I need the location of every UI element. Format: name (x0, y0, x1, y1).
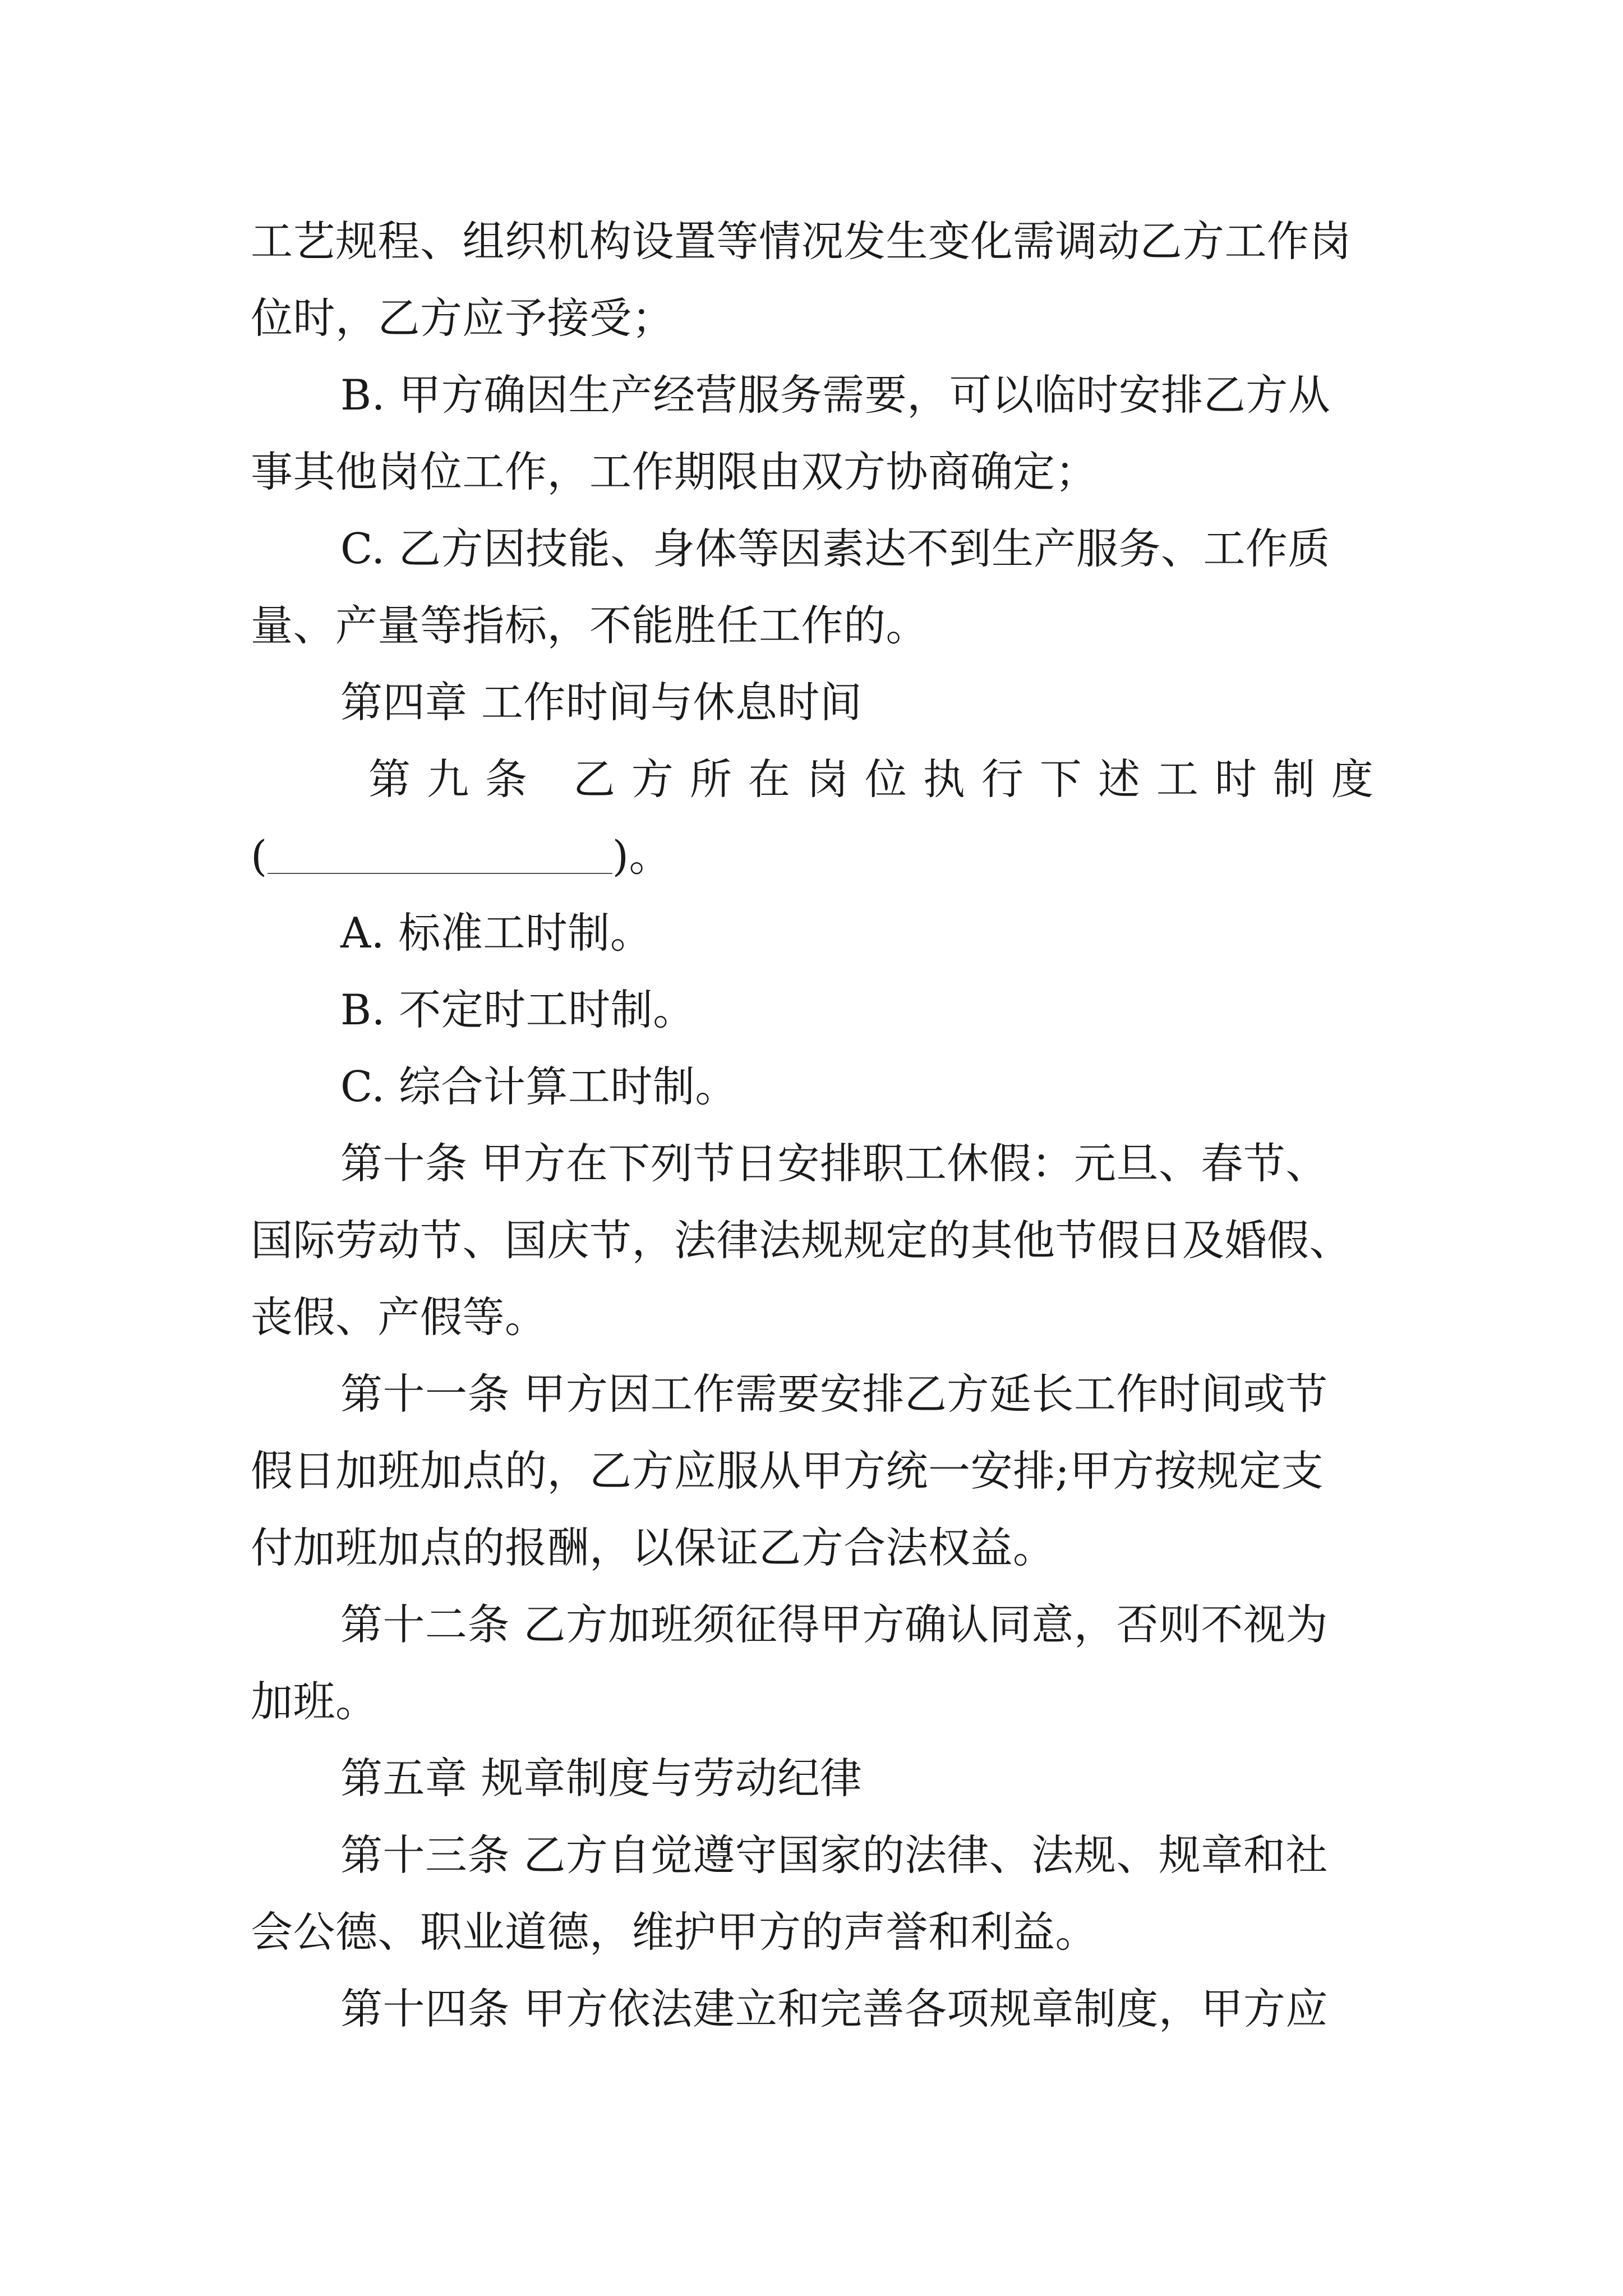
text-line: 国际劳动节、国庆节，法律法规规定的其他节假日及婚假、 (251, 1216, 1352, 1265)
option-item: B. 不定时工时制。 (340, 985, 695, 1034)
text-line: 第十条 甲方在下列节日安排职工休假：元旦、春节、 (340, 1139, 1328, 1188)
option-item: C. 综合计算工时制。 (340, 1062, 737, 1111)
chapter-heading: 第五章 规章制度与劳动纪律 (340, 1754, 863, 1803)
text-line: 第十三条 乙方自觉遵守国家的法律、法规、规章和社 (340, 1830, 1328, 1880)
text-line: 会公德、职业道德，维护甲方的声誉和利益。 (251, 1907, 1098, 1957)
text-line: 第十二条 乙方加班须征得甲方确认同意，否则不视为 (340, 1600, 1328, 1649)
text-line: 丧假、产假等。 (251, 1292, 547, 1342)
text-line: C. 乙方因技能、身体等因素达不到生产服务、工作质 (340, 524, 1330, 573)
text-line: B. 甲方确因生产经营服务需要，可以临时安排乙方从 (340, 370, 1331, 420)
chapter-heading: 第四章 工作时间与休息时间 (340, 678, 863, 727)
blank-close-paren: )。 (612, 831, 672, 881)
text-line: 第九条 乙方所在岗位执行下述工时制度 (368, 754, 1390, 804)
text-line: 假日加班加点的，乙方应服从甲方统一安排;甲方按规定支 (251, 1446, 1324, 1496)
fill-in-blank-line (251, 831, 672, 881)
text-line: 位时，乙方应予接受； (251, 293, 675, 343)
option-item: A. 标准工时制。 (340, 908, 653, 958)
blank-open-paren: ( (251, 831, 268, 881)
text-line: 第十四条 甲方依法建立和完善各项规章制度，甲方应 (340, 1984, 1328, 2033)
text-line: 量、产量等指标，不能胜任工作的。 (251, 601, 929, 650)
text-line: 加班。 (251, 1677, 378, 1726)
text-line: 第十一条 甲方因工作需要安排乙方延长工作时间或节 (340, 1369, 1328, 1419)
text-line: 付加班加点的报酬，以保证乙方合法权益。 (251, 1523, 1055, 1572)
text-line: 工艺规程、组织机构设置等情况发生变化需调动乙方工作岗 (251, 217, 1352, 266)
text-line: 事其他岗位工作，工作期限由双方协商确定； (251, 447, 1098, 496)
blank-field[interactable] (268, 839, 612, 874)
